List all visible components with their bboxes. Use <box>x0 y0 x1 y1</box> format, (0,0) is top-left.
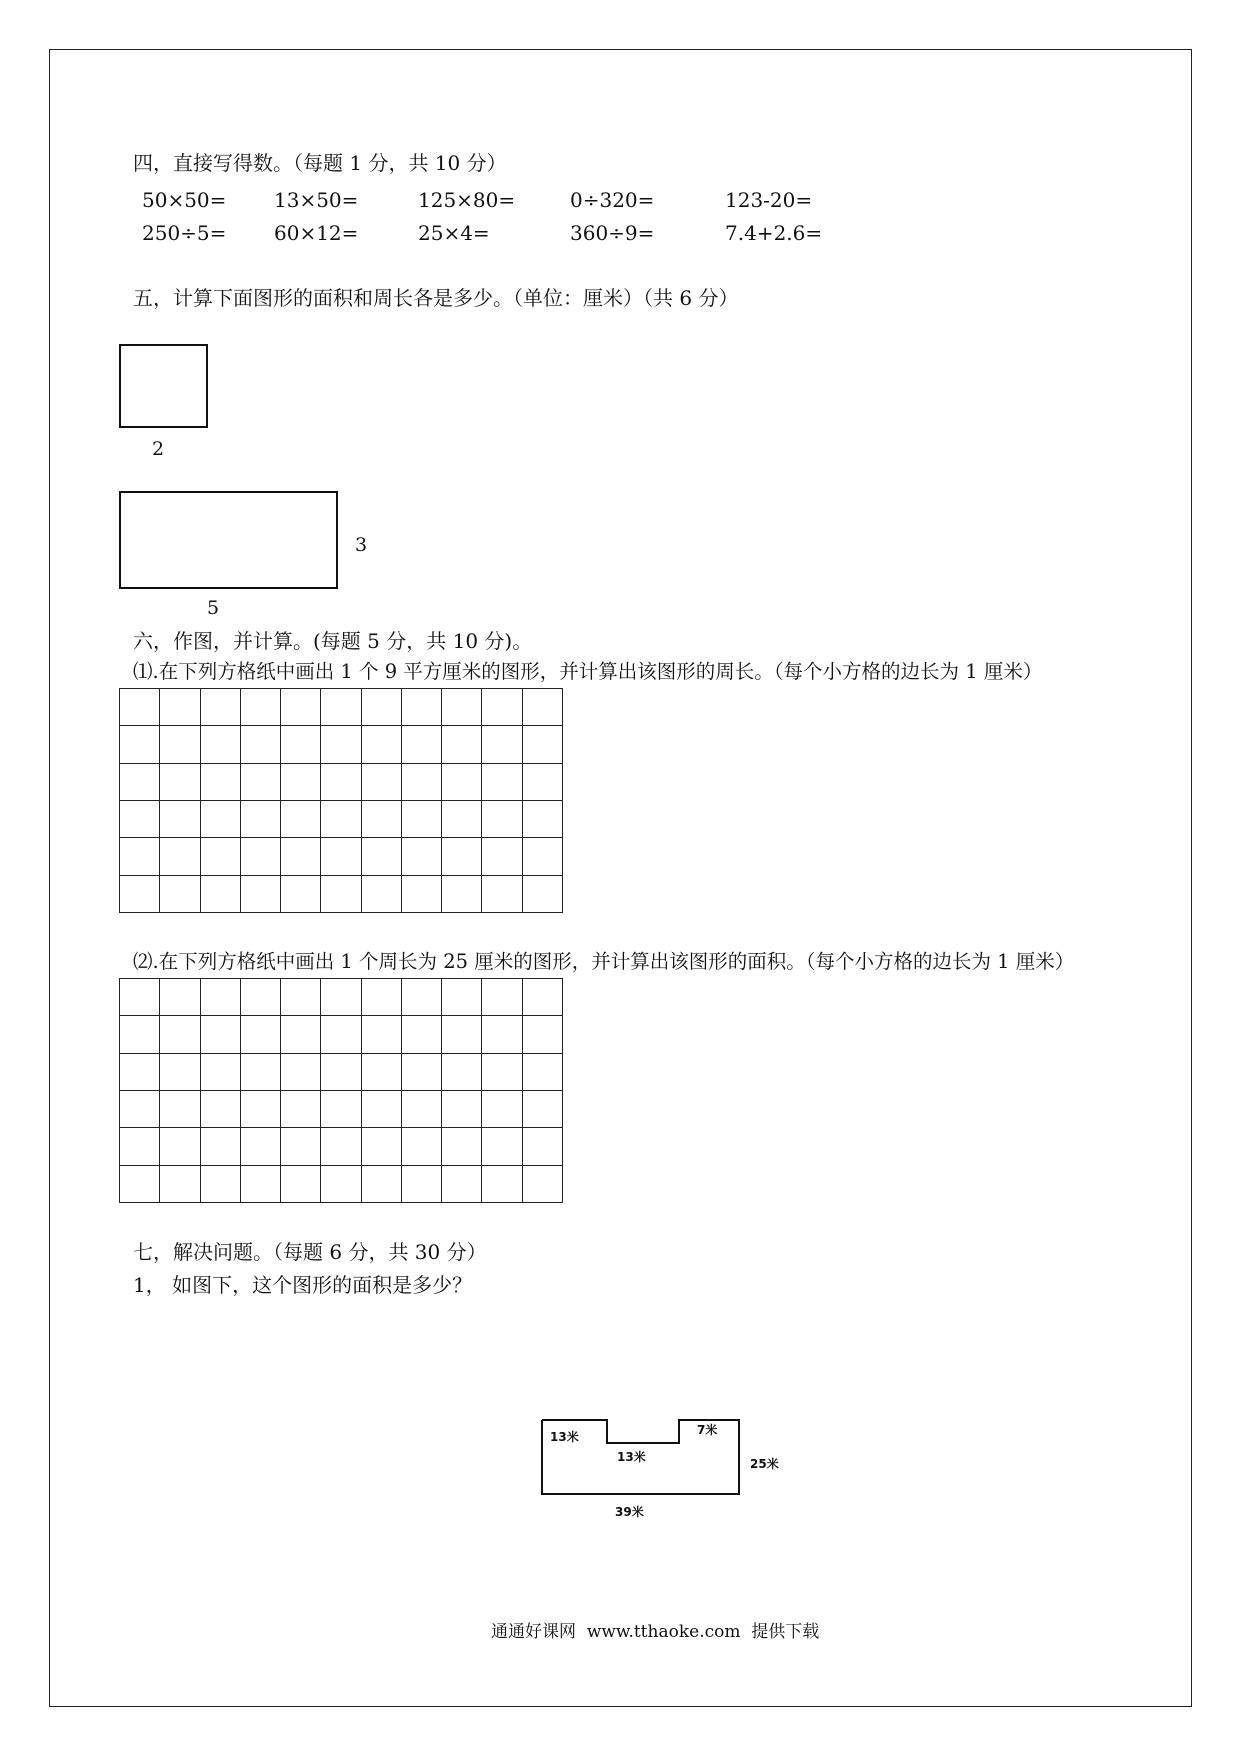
grid-cell[interactable] <box>281 979 321 1016</box>
calc-item: 360÷9= <box>570 221 655 245</box>
grid-cell[interactable] <box>402 1054 442 1091</box>
grid-cell[interactable] <box>160 979 200 1016</box>
grid-cell[interactable] <box>201 726 241 763</box>
grid-cell[interactable] <box>442 764 482 801</box>
calc-item: 25×4= <box>418 221 490 245</box>
grid-cell[interactable] <box>321 689 361 726</box>
section6-question1: ⑴.在下列方格纸中画出 1 个 9 平方厘米的图形，并计算出该图形的周长。（每个小方格的边长为 1 厘米） <box>133 660 1043 683</box>
grid-cell[interactable] <box>442 1166 482 1203</box>
grid-cell[interactable] <box>523 838 563 875</box>
grid-paper-1[interactable] <box>119 688 563 913</box>
rectangle-width-label: 5 <box>207 597 220 619</box>
grid-cell[interactable] <box>201 689 241 726</box>
grid-paper-2[interactable] <box>119 978 563 1203</box>
grid-cell[interactable] <box>281 838 321 875</box>
square-shape <box>119 344 208 428</box>
grid-cell[interactable] <box>442 726 482 763</box>
grid-cell[interactable] <box>321 1091 361 1128</box>
grid-cell[interactable] <box>241 876 281 913</box>
grid-cell[interactable] <box>241 1091 281 1128</box>
calc-item: 250÷5= <box>142 221 227 245</box>
grid-cell[interactable] <box>201 764 241 801</box>
grid-cell[interactable] <box>482 1091 522 1128</box>
grid-cell[interactable] <box>241 801 281 838</box>
grid-cell[interactable] <box>241 1054 281 1091</box>
grid-cell[interactable] <box>523 1016 563 1053</box>
rectangle-height-label: 3 <box>355 534 368 556</box>
grid-cell[interactable] <box>281 1054 321 1091</box>
figure-label-bottom: 39米 <box>615 1505 644 1519</box>
section7-title: 七，解决问题。（每题 6 分，共 30 分） <box>133 1240 487 1264</box>
grid-cell[interactable] <box>523 1091 563 1128</box>
grid-cell[interactable] <box>201 1016 241 1053</box>
grid-cell[interactable] <box>160 1091 200 1128</box>
grid-cell[interactable] <box>362 726 402 763</box>
grid-cell[interactable] <box>321 764 361 801</box>
grid-cell[interactable] <box>442 801 482 838</box>
square-side-label: 2 <box>152 438 165 460</box>
grid-cell[interactable] <box>523 764 563 801</box>
section6-title: 六，作图，并计算。(每题 5 分，共 10 分)。 <box>133 629 533 653</box>
grid-cell[interactable] <box>402 838 442 875</box>
grid-cell[interactable] <box>201 838 241 875</box>
grid-cell[interactable] <box>523 1166 563 1203</box>
section5-title: 五，计算下面图形的面积和周长各是多少。（单位：厘米）（共 6 分） <box>133 286 739 310</box>
grid-cell[interactable] <box>160 1054 200 1091</box>
grid-cell[interactable] <box>482 838 522 875</box>
grid-cell[interactable] <box>281 726 321 763</box>
grid-cell[interactable] <box>402 1091 442 1128</box>
grid-cell[interactable] <box>281 689 321 726</box>
grid-cell[interactable] <box>241 979 281 1016</box>
grid-cell[interactable] <box>120 838 160 875</box>
figure-label-notch: 13米 <box>617 1450 646 1464</box>
grid-cell[interactable] <box>160 1128 200 1165</box>
grid-cell[interactable] <box>442 838 482 875</box>
grid-cell[interactable] <box>402 876 442 913</box>
grid-cell[interactable] <box>362 1091 402 1128</box>
grid-cell[interactable] <box>160 726 200 763</box>
grid-cell[interactable] <box>321 876 361 913</box>
calc-item: 50×50= <box>142 188 227 212</box>
grid-cell[interactable] <box>281 876 321 913</box>
grid-cell[interactable] <box>321 979 361 1016</box>
grid-cell[interactable] <box>523 1054 563 1091</box>
grid-cell[interactable] <box>160 838 200 875</box>
grid-cell[interactable] <box>362 689 402 726</box>
grid-cell[interactable] <box>523 876 563 913</box>
grid-cell[interactable] <box>362 764 402 801</box>
section4-title: 四，直接写得数。（每题 1 分，共 10 分） <box>133 151 507 175</box>
grid-cell[interactable] <box>482 726 522 763</box>
grid-cell[interactable] <box>321 801 361 838</box>
grid-cell[interactable] <box>442 1091 482 1128</box>
grid-cell[interactable] <box>523 801 563 838</box>
footer-url[interactable]: www.tthaoke.com <box>586 1622 741 1642</box>
grid-cell[interactable] <box>241 1016 281 1053</box>
grid-cell[interactable] <box>120 764 160 801</box>
grid-cell[interactable] <box>281 801 321 838</box>
grid-cell[interactable] <box>402 726 442 763</box>
grid-cell[interactable] <box>362 801 402 838</box>
grid-cell[interactable] <box>281 1128 321 1165</box>
grid-cell[interactable] <box>482 764 522 801</box>
grid-cell[interactable] <box>402 1016 442 1053</box>
grid-cell[interactable] <box>402 1166 442 1203</box>
grid-cell[interactable] <box>362 1128 402 1165</box>
grid-cell[interactable] <box>201 801 241 838</box>
calc-item: 125×80= <box>418 188 516 212</box>
grid-cell[interactable] <box>120 1091 160 1128</box>
grid-cell[interactable] <box>120 1128 160 1165</box>
grid-cell[interactable] <box>241 689 281 726</box>
grid-cell[interactable] <box>482 1166 522 1203</box>
calc-item: 123-20= <box>725 188 813 212</box>
grid-cell[interactable] <box>402 979 442 1016</box>
grid-cell[interactable] <box>160 1016 200 1053</box>
rectangle-shape <box>119 491 338 589</box>
grid-cell[interactable] <box>362 979 402 1016</box>
grid-cell[interactable] <box>201 876 241 913</box>
calc-item: 60×12= <box>274 221 359 245</box>
grid-cell[interactable] <box>201 979 241 1016</box>
grid-cell[interactable] <box>281 1016 321 1053</box>
grid-cell[interactable] <box>482 979 522 1016</box>
calc-item: 13×50= <box>274 188 359 212</box>
grid-cell[interactable] <box>523 979 563 1016</box>
footer-site-name: 通通好课网 <box>491 1622 576 1642</box>
grid-cell[interactable] <box>362 1054 402 1091</box>
grid-cell[interactable] <box>120 1054 160 1091</box>
grid-cell[interactable] <box>321 1016 361 1053</box>
grid-cell[interactable] <box>482 801 522 838</box>
grid-cell[interactable] <box>120 1166 160 1203</box>
grid-cell[interactable] <box>442 1016 482 1053</box>
grid-cell[interactable] <box>402 801 442 838</box>
grid-cell[interactable] <box>482 689 522 726</box>
figure-label-right-top: 7米 <box>697 1423 718 1437</box>
grid-cell[interactable] <box>442 1128 482 1165</box>
grid-cell[interactable] <box>160 764 200 801</box>
grid-cell[interactable] <box>482 876 522 913</box>
grid-cell[interactable] <box>362 1166 402 1203</box>
grid-cell[interactable] <box>281 1166 321 1203</box>
grid-cell[interactable] <box>442 876 482 913</box>
grid-cell[interactable] <box>482 1128 522 1165</box>
figure-label-left-top: 13米 <box>550 1430 579 1444</box>
grid-cell[interactable] <box>321 726 361 763</box>
grid-cell[interactable] <box>160 1166 200 1203</box>
grid-cell[interactable] <box>523 1128 563 1165</box>
grid-cell[interactable] <box>402 1128 442 1165</box>
grid-cell[interactable] <box>160 801 200 838</box>
grid-cell[interactable] <box>120 876 160 913</box>
grid-cell[interactable] <box>120 801 160 838</box>
grid-cell[interactable] <box>482 1016 522 1053</box>
grid-cell[interactable] <box>442 979 482 1016</box>
grid-cell[interactable] <box>160 689 200 726</box>
grid-cell[interactable] <box>321 838 361 875</box>
grid-cell[interactable] <box>442 689 482 726</box>
grid-cell[interactable] <box>120 1016 160 1053</box>
grid-cell[interactable] <box>201 1128 241 1165</box>
grid-cell[interactable] <box>362 838 402 875</box>
grid-cell[interactable] <box>442 1054 482 1091</box>
grid-cell[interactable] <box>241 726 281 763</box>
grid-cell[interactable] <box>120 726 160 763</box>
grid-cell[interactable] <box>120 689 160 726</box>
grid-cell[interactable] <box>402 764 442 801</box>
grid-cell[interactable] <box>523 726 563 763</box>
calc-item: 7.4+2.6= <box>725 221 823 245</box>
section6-question2: ⑵.在下列方格纸中画出 1 个周长为 25 厘米的图形，并计算出该图形的面积。（每个小方格的边长为 1 厘米） <box>133 950 1075 973</box>
grid-cell[interactable] <box>321 1166 361 1203</box>
grid-cell[interactable] <box>241 764 281 801</box>
grid-cell[interactable] <box>281 764 321 801</box>
grid-cell[interactable] <box>201 1166 241 1203</box>
figure-label-height: 25米 <box>750 1457 779 1471</box>
grid-cell[interactable] <box>201 1054 241 1091</box>
grid-cell[interactable] <box>281 1091 321 1128</box>
grid-cell[interactable] <box>241 1166 281 1203</box>
footer-suffix: 提供下载 <box>751 1622 820 1642</box>
footer-text <box>491 1620 819 1644</box>
grid-cell[interactable] <box>482 1054 522 1091</box>
calc-item: 0÷320= <box>570 188 655 212</box>
grid-cell[interactable] <box>362 1016 402 1053</box>
grid-cell[interactable] <box>160 876 200 913</box>
grid-cell[interactable] <box>362 876 402 913</box>
grid-cell[interactable] <box>241 838 281 875</box>
grid-cell[interactable] <box>402 689 442 726</box>
section7-question1: 1， 如图下，这个图形的面积是多少？ <box>133 1273 473 1297</box>
grid-cell[interactable] <box>321 1054 361 1091</box>
grid-cell[interactable] <box>120 979 160 1016</box>
grid-cell[interactable] <box>523 689 563 726</box>
grid-cell[interactable] <box>321 1128 361 1165</box>
grid-cell[interactable] <box>201 1091 241 1128</box>
grid-cell[interactable] <box>241 1128 281 1165</box>
